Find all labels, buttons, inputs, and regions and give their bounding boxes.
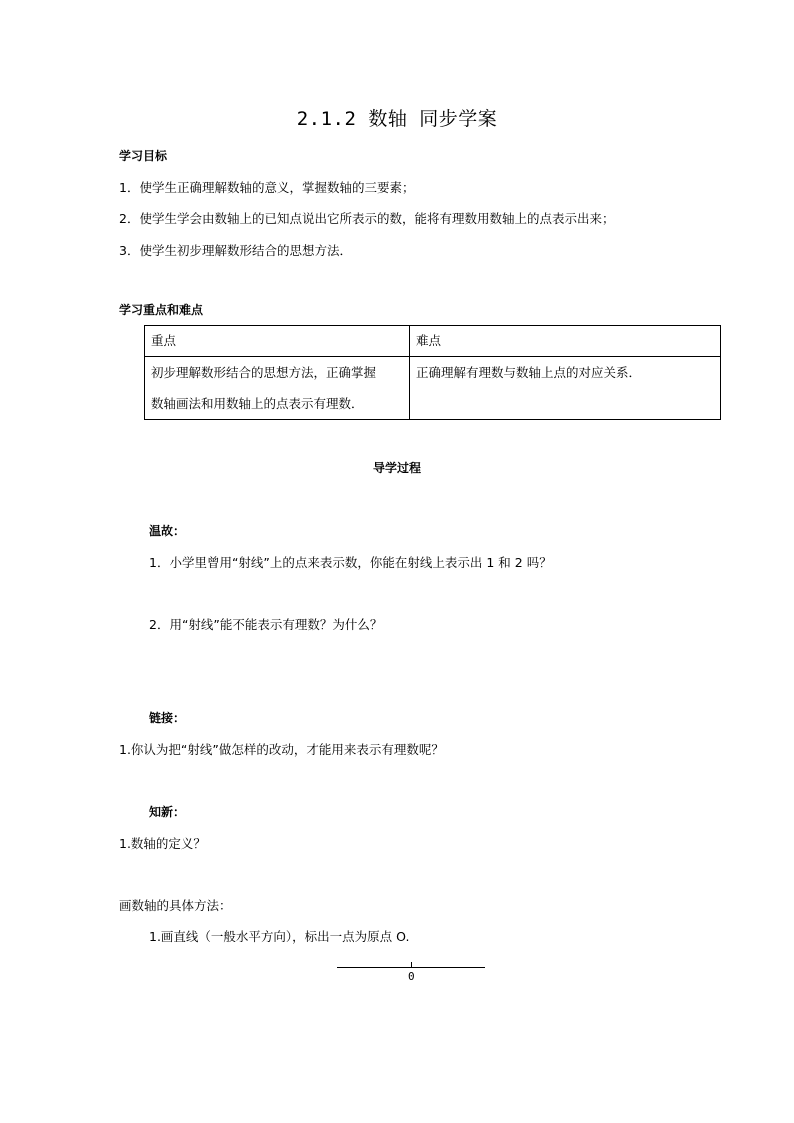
objective-item-3: 3．使学生初步理解数形结合的思想方法． — [119, 243, 352, 258]
method-heading: 画数轴的具体方法： — [119, 898, 232, 913]
objective-item-2: 2．使学生学会由数轴上的已知点说出它所表示的数，能将有理数用数轴上的点表示出来； — [119, 211, 615, 226]
review-label: 温故： — [149, 524, 186, 538]
keypoints-table — [144, 325, 721, 420]
origin-tick — [411, 962, 412, 967]
new-knowledge-label: 知新： — [149, 805, 186, 819]
review-question-2: 2．用“射线”能不能表示有理数？为什么？ — [149, 617, 383, 632]
difficulty-cell: 正确理解有理数与数轴上点的对应关系． — [410, 357, 721, 420]
table-header-row — [145, 326, 721, 357]
table-row — [145, 357, 721, 420]
objective-item-1: 1．使学生正确理解数轴的意义，掌握数轴的三要素； — [119, 180, 415, 195]
focus-line-2: 数轴画法和用数轴上的点表示有理数． — [151, 396, 364, 411]
objectives-heading: 学习目标 — [119, 149, 168, 163]
method-step-1: 1.画直线（一般水平方向），标出一点为原点 O. — [149, 929, 410, 944]
page-title: 2.1.2 数轴 同步学案 — [296, 108, 498, 130]
header-focus: 重点 — [145, 326, 410, 357]
keypoints-heading: 学习重点和难点 — [119, 303, 204, 317]
focus-cell — [145, 357, 410, 420]
origin-label: 0 — [408, 970, 415, 983]
process-heading: 导学过程 — [372, 461, 421, 475]
new-knowledge-question-1: 1.数轴的定义？ — [119, 836, 206, 851]
link-label: 链接： — [149, 711, 186, 725]
header-difficulty: 难点 — [410, 326, 721, 357]
number-line — [337, 967, 485, 968]
link-question-1: 1.你认为把“射线”做怎样的改动，才能用来表示有理数呢？ — [119, 742, 444, 757]
review-question-1: 1．小学里曾用“射线”上的点来表示数，你能在射线上表示出 1 和 2 吗？ — [149, 555, 552, 570]
focus-line-1: 初步理解数形结合的思想方法，正确掌握 — [151, 365, 377, 380]
